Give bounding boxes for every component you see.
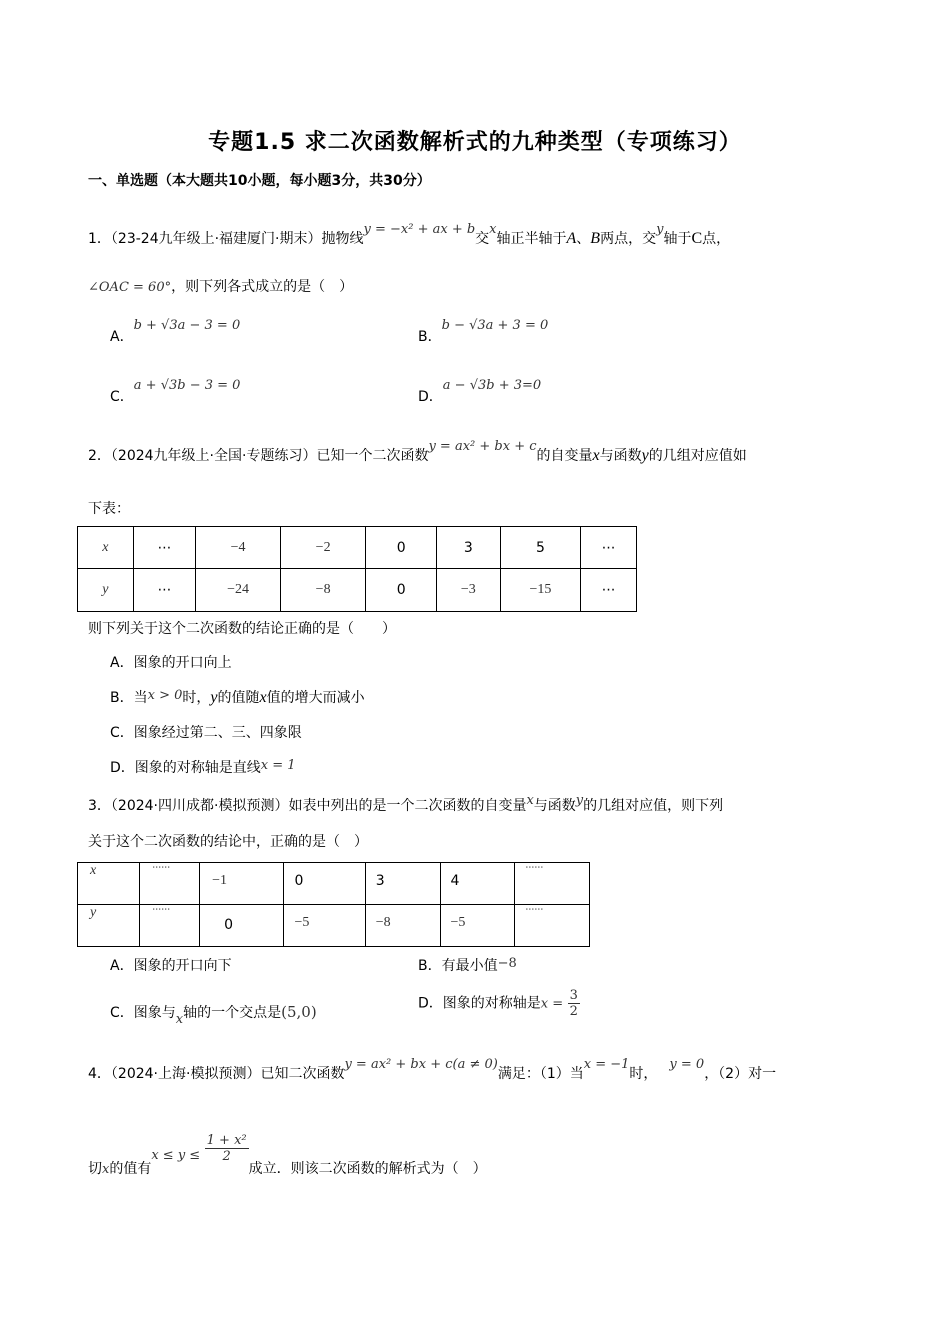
option-a[interactable]: A．b + √3a − 3 = 0 (110, 318, 241, 345)
option-d[interactable]: D．图象的对称轴是x = $\frac{3}{2}$ (418, 988, 578, 1019)
table-row: y ⋯⋯ 0 −5 −8 −5 ⋯⋯ (78, 905, 590, 947)
question-4-line-2: 切x的值有x ≤ y ≤ $\frac{\text{1 + x²}}{2}$ 成立．则该二次函数的解析式为（ ） (88, 1133, 487, 1177)
option-b[interactable]: B．b − √3a + 3 = 0 (418, 318, 549, 345)
question-4-line-1: 4．（2024·上海·模拟预测）已知二次函数y = ax² + bx + c(a ≠ 0)满足：（1）当x = −1时，y = 0，（2）对一 (88, 1057, 777, 1082)
question-1-line-2: ∠OAC = 60°，则下列各式成立的是（ ） (88, 279, 354, 295)
parabola-expression: y = −x² + ax + b (363, 222, 476, 237)
option-d[interactable]: D．a − √3b + 3=0 (418, 378, 542, 405)
quadratic-expression: y = ax² + bx + c(a ≠ 0) (344, 1057, 498, 1072)
page-title: 专题1.5 求二次函数解析式的九种类型（专项练习） (208, 130, 742, 155)
option-c[interactable]: C．图象与x轴的一个交点是(5,0) (110, 1003, 317, 1027)
quadratic-expression: y = ax² + bx + c (428, 439, 537, 454)
option-c[interactable]: C．图象经过第二、三、四象限 (110, 725, 302, 741)
option-c[interactable]: C．a + √3b − 3 = 0 (110, 378, 241, 405)
question-source: （23-24九年级上·福建厦门·期末） (110, 231, 322, 247)
fraction: $\frac{\text{1 + x²}}{2}$ (206, 1133, 247, 1164)
option-d[interactable]: D．图象的对称轴是直线x = 1 (110, 758, 296, 776)
value-table (77, 526, 637, 612)
question-source: （2024·上海·模拟预测） (110, 1066, 261, 1082)
question-number: 3． (88, 798, 111, 814)
question-2-stem: 则下列关于这个二次函数的结论正确的是（ ） (88, 621, 396, 637)
question-3-line-2: 关于这个二次函数的结论中，正确的是（ ） (88, 834, 368, 850)
question-2-line-1: 2．（2024九年级上·全国·专题练习）已知一个二次函数y = ax² + bx + c的自变量x与函数y的几组对应值如 (88, 439, 747, 464)
option-a[interactable]: A．图象的开口向上 (110, 655, 232, 671)
angle-expression: ∠OAC = 60° (88, 280, 172, 295)
question-2-line-2: 下表： (88, 501, 130, 517)
section-heading: 一、单选题（本大题共10小题，每小题3分，共30分） (88, 173, 431, 189)
option-b[interactable]: B．有最小值−8 (418, 956, 517, 974)
question-1-line-1: 1．（23-24九年级上·福建厦门·期末）抛物线y = −x² + ax + b交x轴正半轴于A、B两点，交y轴于C点， (88, 222, 731, 247)
table-row: x ⋯ −4 −2 0 3 5 ⋯ (78, 527, 637, 569)
option-b[interactable]: B．当x > 0时，y的值随x值的增大而减小 (110, 688, 365, 706)
question-source: （2024·四川成都·模拟预测） (110, 798, 289, 814)
fraction: $\frac{3}{2}$ (569, 988, 578, 1019)
value-table (77, 862, 590, 947)
question-3-line-1: 3．（2024·四川成都·模拟预测）如表中列出的是一个二次函数的自变量x与函数y的几组对应值，则下列 (88, 793, 724, 814)
option-a[interactable]: A．图象的开口向下 (110, 958, 232, 974)
table-row: x ⋯⋯ −1 0 3 4 ⋯⋯ (78, 863, 590, 905)
question-source: （2024九年级上·全国·专题练习） (110, 448, 317, 464)
question-number: 1． (88, 231, 111, 247)
question-number: 2． (88, 448, 111, 464)
table-row: y ⋯ −24 −8 0 −3 −15 ⋯ (78, 569, 637, 612)
question-number: 4． (88, 1066, 111, 1082)
